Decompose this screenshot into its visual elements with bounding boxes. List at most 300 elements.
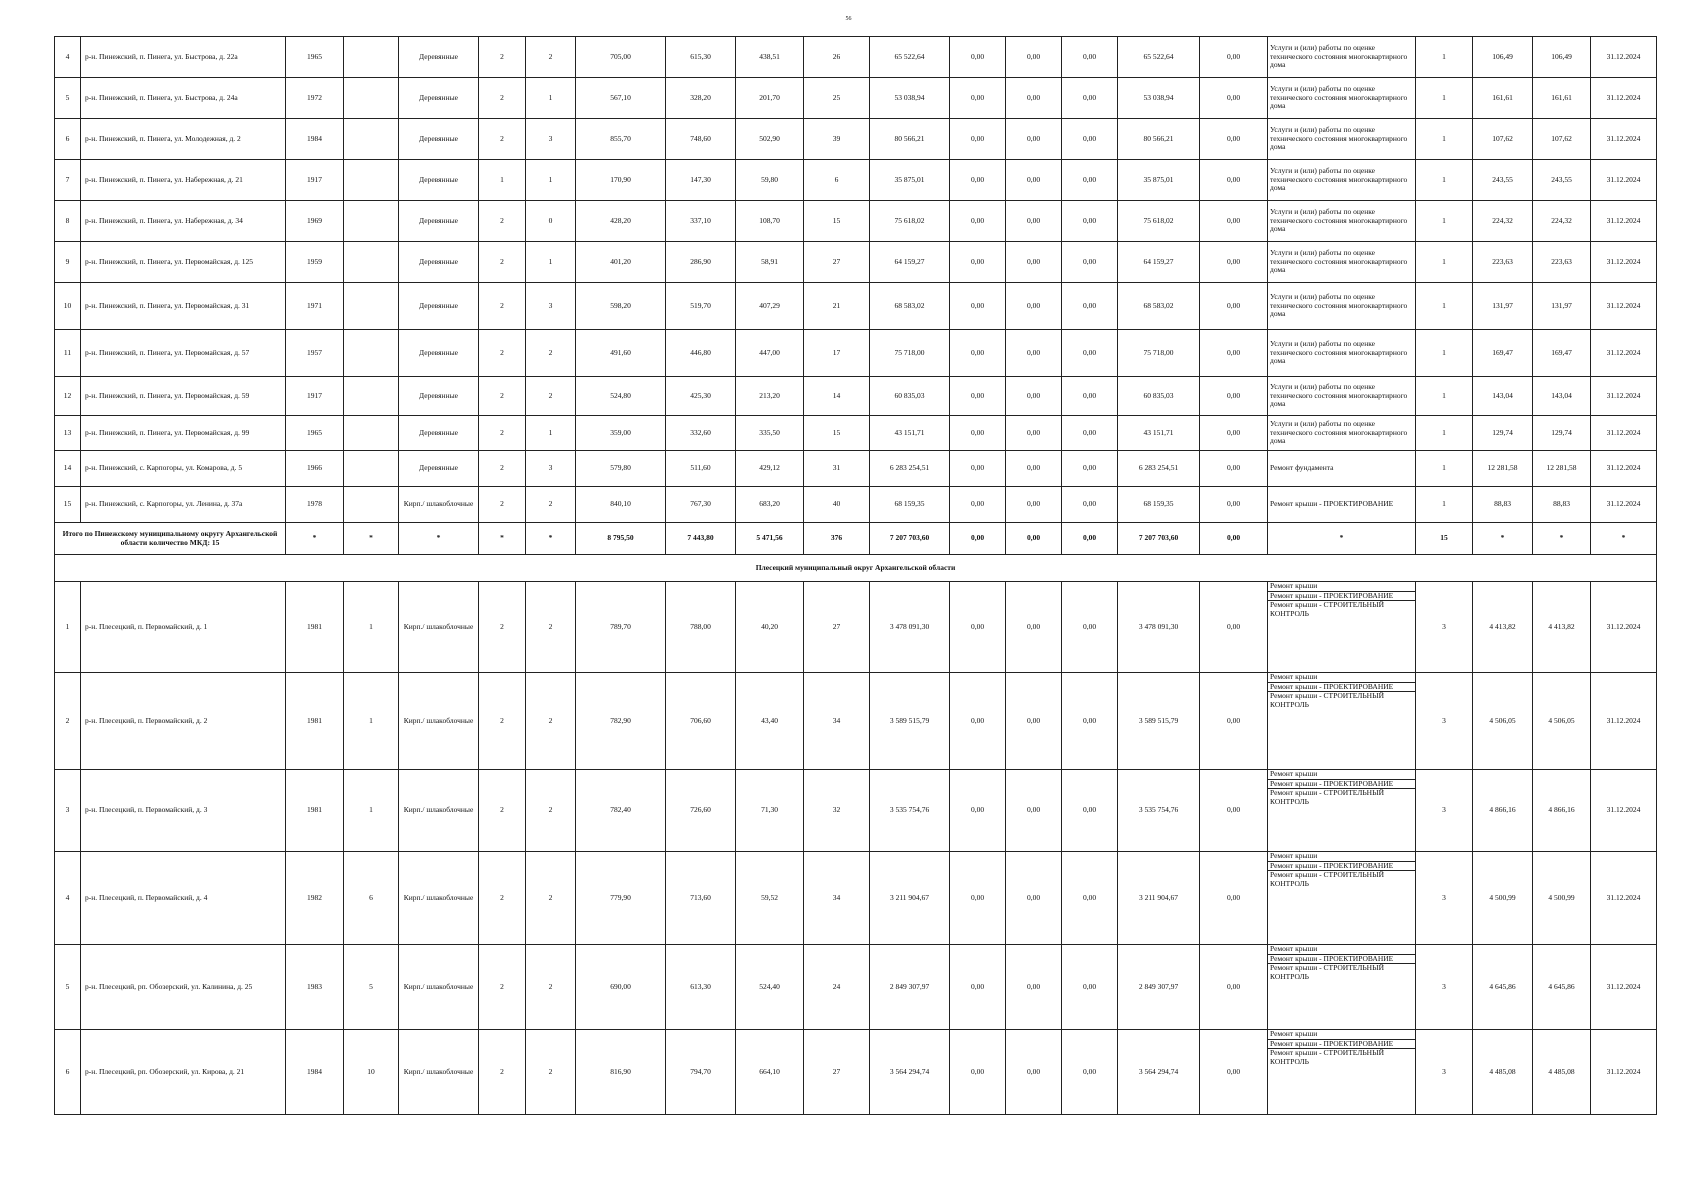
table-cell: 213,20 [736, 377, 804, 416]
table-cell: 2 [526, 582, 576, 673]
table-cell: 0 [526, 201, 576, 242]
table-cell: 223,63 [1533, 242, 1591, 283]
table-cell: 15 [55, 487, 81, 523]
table-cell: 80 566,21 [1118, 119, 1200, 160]
table-cell: 3 564 294,74 [870, 1030, 950, 1115]
table-cell: 68 159,35 [1118, 487, 1200, 523]
table-row [55, 945, 1657, 1030]
work-type-cell: Услуги и (или) работы по оценке технического состояния многоквартирного дома [1268, 377, 1416, 416]
table-cell: 4 485,08 [1473, 1030, 1533, 1115]
table-cell: 143,04 [1473, 377, 1533, 416]
table-cell: 60 835,03 [1118, 377, 1200, 416]
table-cell: 748,60 [666, 119, 736, 160]
table-cell: 129,74 [1533, 416, 1591, 451]
table-cell: 1 [526, 416, 576, 451]
address-cell: р-н. Плесецкий, рп. Обозерский, ул. Калинина, д. 25 [81, 945, 286, 1030]
work-list [1268, 852, 1415, 889]
table-cell: 0,00 [950, 770, 1006, 852]
table-cell: 447,00 [736, 330, 804, 377]
table-cell: Деревянные [399, 283, 479, 330]
address-cell: р-н. Пинежский, п. Пинега, ул. Набережная, д. 34 [81, 201, 286, 242]
table-cell: 286,90 [666, 242, 736, 283]
work-type-cell: Услуги и (или) работы по оценке технического состояния многоквартирного дома [1268, 37, 1416, 78]
table-cell: 88,83 [1533, 487, 1591, 523]
table-cell: 5 [55, 945, 81, 1030]
table-cell: 1965 [286, 37, 344, 78]
table-cell: 3 [1416, 852, 1473, 945]
table-cell: 706,60 [666, 673, 736, 770]
table-cell: 64 159,27 [870, 242, 950, 283]
table-cell: Деревянные [399, 330, 479, 377]
table-cell: 1 [526, 242, 576, 283]
table-cell: 15 [804, 201, 870, 242]
table-cell: 438,51 [736, 37, 804, 78]
table-cell [344, 283, 399, 330]
table-cell: 26 [804, 37, 870, 78]
table-row [55, 283, 1657, 330]
table-cell: 683,20 [736, 487, 804, 523]
table-row [55, 160, 1657, 201]
table-cell: 0,00 [1006, 283, 1062, 330]
table-cell: Деревянные [399, 37, 479, 78]
table-cell: 0,00 [1200, 523, 1268, 555]
table-row [55, 201, 1657, 242]
table-cell: 0,00 [1006, 78, 1062, 119]
table-row [55, 119, 1657, 160]
table-cell: 0,00 [950, 523, 1006, 555]
table-cell: 0,00 [1062, 770, 1118, 852]
table-cell: 0,00 [1200, 1030, 1268, 1115]
table-cell: 0,00 [1200, 416, 1268, 451]
table-cell: 3 [526, 451, 576, 487]
table-cell: Кирп./ шлакоблочные [399, 770, 479, 852]
table-cell: * [399, 523, 479, 555]
table-cell: 1957 [286, 330, 344, 377]
table-cell: 0,00 [950, 487, 1006, 523]
table-cell: 31.12.2024 [1591, 37, 1657, 78]
table-cell: 2 [479, 242, 526, 283]
table-cell: 60 835,03 [870, 377, 950, 416]
table-cell [344, 201, 399, 242]
work-item: Ремонт крыши [1268, 1030, 1415, 1040]
table-cell: 0,00 [1062, 160, 1118, 201]
table-cell: 1 [1416, 160, 1473, 201]
table-cell: 1971 [286, 283, 344, 330]
table-cell: 10 [344, 1030, 399, 1115]
table-cell: 511,60 [666, 451, 736, 487]
table-cell: 0,00 [1062, 201, 1118, 242]
table-cell: 3 535 754,76 [870, 770, 950, 852]
table-cell: 3 [526, 119, 576, 160]
table-cell: 0,00 [1006, 487, 1062, 523]
table-cell: 75 718,00 [870, 330, 950, 377]
address-cell: р-н. Пинежский, с. Карпогоры, ул. Ленина, д. 37а [81, 487, 286, 523]
table-row [55, 1030, 1657, 1115]
table-cell: 243,55 [1533, 160, 1591, 201]
table-cell: * [344, 523, 399, 555]
table-cell: 2 [479, 451, 526, 487]
table-row [55, 78, 1657, 119]
table-cell: 2 [479, 945, 526, 1030]
work-type-cell: Услуги и (или) работы по оценке технического состояния многоквартирного дома [1268, 160, 1416, 201]
table-cell: * [1268, 523, 1416, 555]
work-item: Ремонт крыши - СТРОИТЕЛЬНЫЙ КОНТРОЛЬ [1270, 1048, 1385, 1066]
table-cell: 75 718,00 [1118, 330, 1200, 377]
table-cell: 31.12.2024 [1591, 582, 1657, 673]
table-cell: 0,00 [950, 416, 1006, 451]
table-cell: 1 [1416, 119, 1473, 160]
table-cell: 1984 [286, 1030, 344, 1115]
table-cell: 0,00 [1062, 377, 1118, 416]
table-cell: 782,40 [576, 770, 666, 852]
table-cell: * [1473, 523, 1533, 555]
table-cell: 201,70 [736, 78, 804, 119]
table-cell: 31.12.2024 [1591, 330, 1657, 377]
work-type-cell: Услуги и (или) работы по оценке технического состояния многоквартирного дома [1268, 283, 1416, 330]
table-cell: 1 [1416, 201, 1473, 242]
table-cell: 6 [55, 119, 81, 160]
table-cell: 0,00 [1200, 37, 1268, 78]
table-cell: 2 [526, 330, 576, 377]
table-cell: 1959 [286, 242, 344, 283]
table-cell: 31.12.2024 [1591, 416, 1657, 451]
table-cell: 75 618,02 [870, 201, 950, 242]
table-cell: 2 [526, 673, 576, 770]
table-cell: 816,90 [576, 1030, 666, 1115]
table-cell: 161,61 [1473, 78, 1533, 119]
work-type-cell: Ремонт крыши - ПРОЕКТИРОВАНИЕ [1268, 487, 1416, 523]
address-cell: р-н. Пинежский, п. Пинега, ул. Первомайская, д. 125 [81, 242, 286, 283]
table-cell: 0,00 [950, 330, 1006, 377]
table-cell [344, 451, 399, 487]
table-cell: 21 [804, 283, 870, 330]
table-cell: 0,00 [1062, 119, 1118, 160]
table-cell: 3 [1416, 582, 1473, 673]
table-cell: 1965 [286, 416, 344, 451]
table-cell: 31.12.2024 [1591, 487, 1657, 523]
table-cell: 3 [1416, 945, 1473, 1030]
table-cell: 14 [55, 451, 81, 487]
table-cell: 429,12 [736, 451, 804, 487]
table-cell: 2 [526, 1030, 576, 1115]
table-cell [344, 119, 399, 160]
table-cell: 88,83 [1473, 487, 1533, 523]
address-cell: р-н. Плесецкий, п. Первомайский, д. 4 [81, 852, 286, 945]
table-cell: 713,60 [666, 852, 736, 945]
table-cell: 789,70 [576, 582, 666, 673]
table-cell: 2 [526, 945, 576, 1030]
work-item: Ремонт крыши - ПРОЕКТИРОВАНИЕ [1268, 1040, 1415, 1050]
table-cell: 12 281,58 [1533, 451, 1591, 487]
table-cell: 7 207 703,60 [1118, 523, 1200, 555]
table-cell: 502,90 [736, 119, 804, 160]
table-row [55, 487, 1657, 523]
table-cell: 68 159,35 [870, 487, 950, 523]
table-cell: 1983 [286, 945, 344, 1030]
address-cell: р-н. Пинежский, п. Пинега, ул. Первомайская, д. 59 [81, 377, 286, 416]
table-row [55, 852, 1657, 945]
table-cell: 108,70 [736, 201, 804, 242]
table-cell: * [1533, 523, 1591, 555]
table-cell: 0,00 [1006, 330, 1062, 377]
table-cell: 690,00 [576, 945, 666, 1030]
table-row [55, 37, 1657, 78]
table-cell: 0,00 [1006, 451, 1062, 487]
table-cell: Кирп./ шлакоблочные [399, 487, 479, 523]
table-cell: 1 [344, 582, 399, 673]
table-cell: 0,00 [1200, 582, 1268, 673]
table-cell: 2 [479, 852, 526, 945]
table-cell [344, 160, 399, 201]
table-cell: 4 645,86 [1473, 945, 1533, 1030]
table-cell: 0,00 [1200, 201, 1268, 242]
total-label: Итого по Пинежскому муниципальному округу Архангельской области количество МКД: 15 [55, 523, 286, 555]
table-cell: 0,00 [1062, 283, 1118, 330]
table-cell: 59,52 [736, 852, 804, 945]
table-cell: 0,00 [950, 582, 1006, 673]
table-cell: 788,00 [666, 582, 736, 673]
table-cell [344, 78, 399, 119]
table-cell: 3 [55, 770, 81, 852]
table-cell: 0,00 [1006, 945, 1062, 1030]
table-cell: 705,00 [576, 37, 666, 78]
table-cell: 39 [804, 119, 870, 160]
table-cell: 0,00 [950, 78, 1006, 119]
table-cell: 9 [55, 242, 81, 283]
table-cell: 2 [479, 1030, 526, 1115]
table-cell: 15 [1416, 523, 1473, 555]
table-cell: 0,00 [1200, 673, 1268, 770]
address-cell: р-н. Пинежский, п. Пинега, ул. Первомайская, д. 57 [81, 330, 286, 377]
work-type-cell: Услуги и (или) работы по оценке технического состояния многоквартирного дома [1268, 201, 1416, 242]
table-cell: 31.12.2024 [1591, 78, 1657, 119]
table-cell: 664,10 [736, 1030, 804, 1115]
table-cell: 328,20 [666, 78, 736, 119]
table-cell: 0,00 [1062, 330, 1118, 377]
table-cell: 0,00 [1200, 78, 1268, 119]
table-cell: 7 207 703,60 [870, 523, 950, 555]
table-cell: 12 [55, 377, 81, 416]
table-cell: 794,70 [666, 1030, 736, 1115]
table-cell: 6 283 254,51 [1118, 451, 1200, 487]
table-cell: 58,91 [736, 242, 804, 283]
table-cell: 401,20 [576, 242, 666, 283]
table-cell: 143,04 [1533, 377, 1591, 416]
table-cell: Кирп./ шлакоблочные [399, 945, 479, 1030]
section-row [55, 555, 1657, 582]
table-cell: 779,90 [576, 852, 666, 945]
table-cell: 615,30 [666, 37, 736, 78]
table-cell: 8 795,50 [576, 523, 666, 555]
address-cell: р-н. Пинежский, п. Пинега, ул. Быстрова, д. 22а [81, 37, 286, 78]
table-cell: 840,10 [576, 487, 666, 523]
address-cell: р-н. Плесецкий, п. Первомайский, д. 2 [81, 673, 286, 770]
table-cell: 0,00 [1062, 487, 1118, 523]
work-item: Ремонт крыши - ПРОЕКТИРОВАНИЕ [1268, 862, 1415, 872]
work-types-cell [1268, 945, 1416, 1030]
address-cell: р-н. Пинежский, п. Пинега, ул. Молодежная, д. 2 [81, 119, 286, 160]
table-cell: 3 [1416, 673, 1473, 770]
table-cell: 2 849 307,97 [870, 945, 950, 1030]
table-cell: 1917 [286, 160, 344, 201]
table-cell: 59,80 [736, 160, 804, 201]
table-cell: 31.12.2024 [1591, 1030, 1657, 1115]
table-cell: 4 506,05 [1473, 673, 1533, 770]
table-cell: 0,00 [950, 283, 1006, 330]
table-cell: 15 [804, 416, 870, 451]
table-cell: 31.12.2024 [1591, 242, 1657, 283]
table-cell: 13 [55, 416, 81, 451]
table-cell: 169,47 [1533, 330, 1591, 377]
address-cell: р-н. Пинежский, п. Пинега, ул. Первомайская, д. 99 [81, 416, 286, 451]
table-cell: 524,40 [736, 945, 804, 1030]
table-cell: 35 875,01 [1118, 160, 1200, 201]
work-types-cell [1268, 1030, 1416, 1115]
table-cell: 1 [479, 160, 526, 201]
table-cell: 524,80 [576, 377, 666, 416]
table-cell: 0,00 [1200, 945, 1268, 1030]
table-cell: 34 [804, 673, 870, 770]
table-cell: 31.12.2024 [1591, 119, 1657, 160]
table-cell: 31.12.2024 [1591, 201, 1657, 242]
table-cell: 1969 [286, 201, 344, 242]
table-cell: 0,00 [950, 37, 1006, 78]
table-cell: 0,00 [950, 673, 1006, 770]
table-cell: 35 875,01 [870, 160, 950, 201]
table-cell: 3 564 294,74 [1118, 1030, 1200, 1115]
work-list [1268, 1030, 1415, 1067]
table-cell: 64 159,27 [1118, 242, 1200, 283]
table-cell: 2 [479, 487, 526, 523]
table-cell: 31.12.2024 [1591, 770, 1657, 852]
table-cell: 129,74 [1473, 416, 1533, 451]
table-cell: 1981 [286, 770, 344, 852]
table-cell: 0,00 [1006, 37, 1062, 78]
table-cell: 1966 [286, 451, 344, 487]
table-cell: 40,20 [736, 582, 804, 673]
work-item: Ремонт крыши - СТРОИТЕЛЬНЫЙ КОНТРОЛЬ [1270, 963, 1385, 981]
work-type-cell: Услуги и (или) работы по оценке технического состояния многоквартирного дома [1268, 119, 1416, 160]
table-cell: 3 211 904,67 [1118, 852, 1200, 945]
table-cell: 131,97 [1473, 283, 1533, 330]
table-cell: 147,30 [666, 160, 736, 201]
table-cell: 0,00 [1200, 852, 1268, 945]
table-cell: 1972 [286, 78, 344, 119]
table-cell: 579,80 [576, 451, 666, 487]
table-cell: 2 849 307,97 [1118, 945, 1200, 1030]
table-cell: 43 151,71 [1118, 416, 1200, 451]
work-item: Ремонт крыши - СТРОИТЕЛЬНЫЙ КОНТРОЛЬ [1270, 600, 1385, 618]
table-cell: 169,47 [1473, 330, 1533, 377]
work-type-cell: Услуги и (или) работы по оценке технического состояния многоквартирного дома [1268, 416, 1416, 451]
table-cell: 5 [55, 78, 81, 119]
table-cell: 726,60 [666, 770, 736, 852]
table-row [55, 582, 1657, 673]
table-cell: * [479, 523, 526, 555]
address-cell: р-н. Плесецкий, рп. Обозерский, ул. Кирова, д. 21 [81, 1030, 286, 1115]
table-cell: 2 [479, 119, 526, 160]
table-cell: 2 [479, 377, 526, 416]
table-cell: Деревянные [399, 119, 479, 160]
table-cell: 4 [55, 852, 81, 945]
table-cell: 107,62 [1533, 119, 1591, 160]
table-cell: 31.12.2024 [1591, 283, 1657, 330]
table-cell: 31.12.2024 [1591, 852, 1657, 945]
work-item: Ремонт крыши - ПРОЕКТИРОВАНИЕ [1268, 592, 1415, 602]
table-cell: 106,49 [1473, 37, 1533, 78]
work-item: Ремонт крыши [1268, 945, 1415, 955]
table-cell: 6 [804, 160, 870, 201]
table-cell [344, 242, 399, 283]
table-cell: 0,00 [1200, 451, 1268, 487]
table-cell: 27 [804, 1030, 870, 1115]
table-cell: 31.12.2024 [1591, 673, 1657, 770]
table-cell: 428,20 [576, 201, 666, 242]
table-row [55, 377, 1657, 416]
table-cell: 337,10 [666, 201, 736, 242]
table-cell: 34 [804, 852, 870, 945]
table-cell: 0,00 [1006, 201, 1062, 242]
table-cell: 2 [479, 416, 526, 451]
table-cell: 43,40 [736, 673, 804, 770]
table-cell: Кирп./ шлакоблочные [399, 582, 479, 673]
table-cell: 40 [804, 487, 870, 523]
table-cell: 0,00 [1006, 852, 1062, 945]
table-cell: 1 [344, 673, 399, 770]
table-row [55, 242, 1657, 283]
table-cell: 491,60 [576, 330, 666, 377]
work-item: Ремонт крыши [1268, 582, 1415, 592]
table-cell [344, 330, 399, 377]
table-cell: 6 283 254,51 [870, 451, 950, 487]
table-cell: 0,00 [1062, 852, 1118, 945]
table-cell: 4 [55, 37, 81, 78]
table-cell: 2 [479, 37, 526, 78]
work-item: Ремонт крыши - СТРОИТЕЛЬНЫЙ КОНТРОЛЬ [1270, 788, 1385, 806]
table-cell: 7 443,80 [666, 523, 736, 555]
table-cell: 7 [55, 160, 81, 201]
table-cell: 0,00 [1006, 416, 1062, 451]
table-cell: * [1591, 523, 1657, 555]
table-cell: 0,00 [1062, 945, 1118, 1030]
table-cell: 1917 [286, 377, 344, 416]
table-cell: 0,00 [950, 852, 1006, 945]
table-cell: 767,30 [666, 487, 736, 523]
table-cell: 107,62 [1473, 119, 1533, 160]
work-item: Ремонт крыши - ПРОЕКТИРОВАНИЕ [1268, 780, 1415, 790]
table-cell: 0,00 [1062, 1030, 1118, 1115]
table-cell: 2 [479, 201, 526, 242]
table-cell: 224,32 [1473, 201, 1533, 242]
address-cell: р-н. Плесецкий, п. Первомайский, д. 1 [81, 582, 286, 673]
table-cell [344, 37, 399, 78]
table-cell: 131,97 [1533, 283, 1591, 330]
table-cell: 1982 [286, 852, 344, 945]
table-cell: 4 866,16 [1533, 770, 1591, 852]
table-cell: 32 [804, 770, 870, 852]
table-cell: 2 [479, 330, 526, 377]
table-cell: 1 [1416, 416, 1473, 451]
table-cell: Кирп./ шлакоблочные [399, 852, 479, 945]
table-cell: 0,00 [1062, 416, 1118, 451]
table-cell: 0,00 [1200, 119, 1268, 160]
table-cell: 0,00 [950, 160, 1006, 201]
table-cell: 243,55 [1473, 160, 1533, 201]
table-cell: 3 589 515,79 [1118, 673, 1200, 770]
table-cell: 68 583,02 [870, 283, 950, 330]
page-number: 56 [845, 16, 852, 22]
table-cell: 2 [526, 852, 576, 945]
